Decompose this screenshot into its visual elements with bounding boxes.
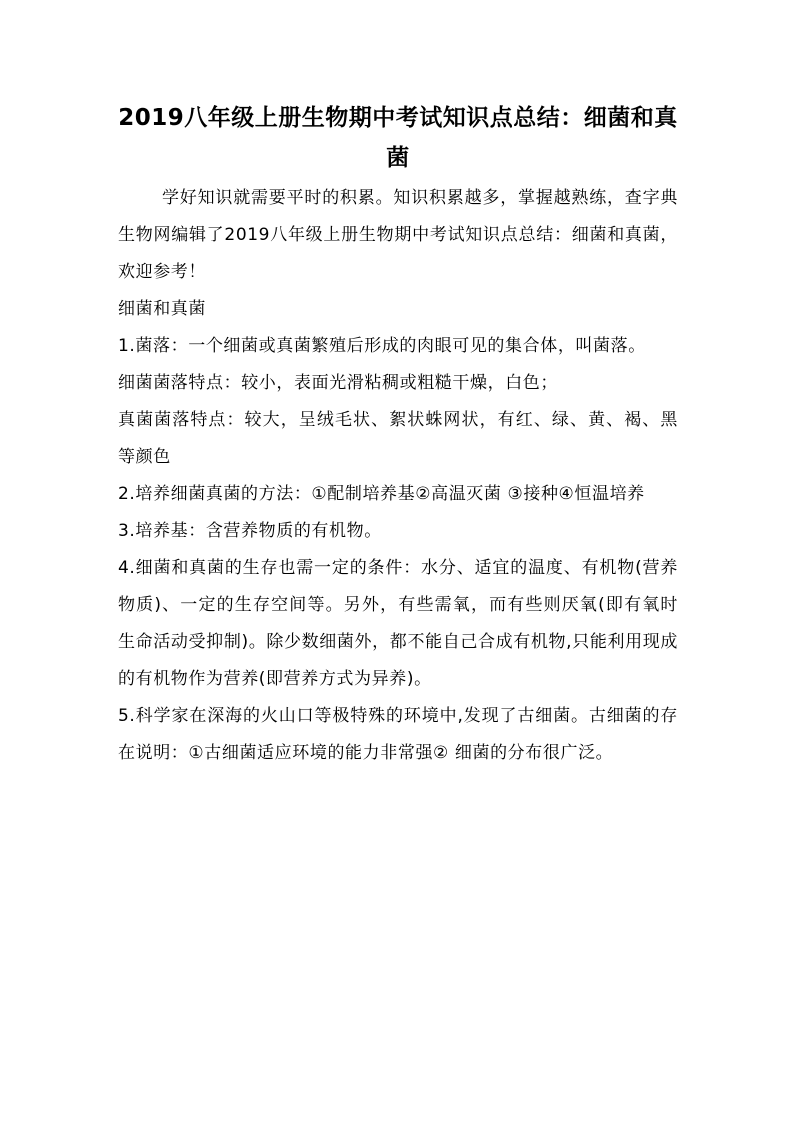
paragraph-culture-method: 2.培养细菌真菌的方法：①配制培养基②高温灭菌 ③接种④恒温培养: [118, 484, 645, 504]
paragraph-fungi-colony: 真菌菌落特点：较大，呈绒毛状、絮状蛛网状，有红、绿、黄、褐、黑等颜色: [118, 410, 678, 467]
paragraph-colony: 1.菌落：一个细菌或真菌繁殖后形成的肉眼可见的集合体，叫菌落。: [118, 336, 646, 356]
section-heading: 细菌和真菌: [118, 299, 206, 319]
paragraph-culture-medium: 3.培养基：含营养物质的有机物。: [118, 521, 382, 541]
paragraph-bacteria-colony: 细菌菌落特点：较小，表面光滑粘稠或粗糙干燥，白色；: [118, 373, 558, 393]
paragraph-archaea: 5.科学家在深海的火山口等极特殊的环境中,发现了古细菌。古细菌的存在说明：①古细菌适应环境的能力非常强② 细菌的分布很广泛。: [118, 706, 678, 763]
document-title: 2019八年级上册生物期中考试知识点总结：细菌和真菌: [118, 105, 678, 171]
paragraph-living-conditions: 4.细菌和真菌的生存也需一定的条件：水分、适宜的温度、有机物(营养物质)、一定的生存空间等。另外，有些需氧，而有些则厌氧(即有氧时生命活动受抑制)。除少数细菌外，都不能自己合成有机物,只能利用现成的有机物作为营养(即营养方式为异养)。: [118, 558, 678, 689]
document-page: [118, 98, 678, 772]
intro-paragraph: 学好知识就需要平时的积累。知识积累越多，掌握越熟练，查字典生物网编辑了2019八年级上册生物期中考试知识点总结：细菌和真菌，欢迎参考！: [118, 188, 678, 282]
